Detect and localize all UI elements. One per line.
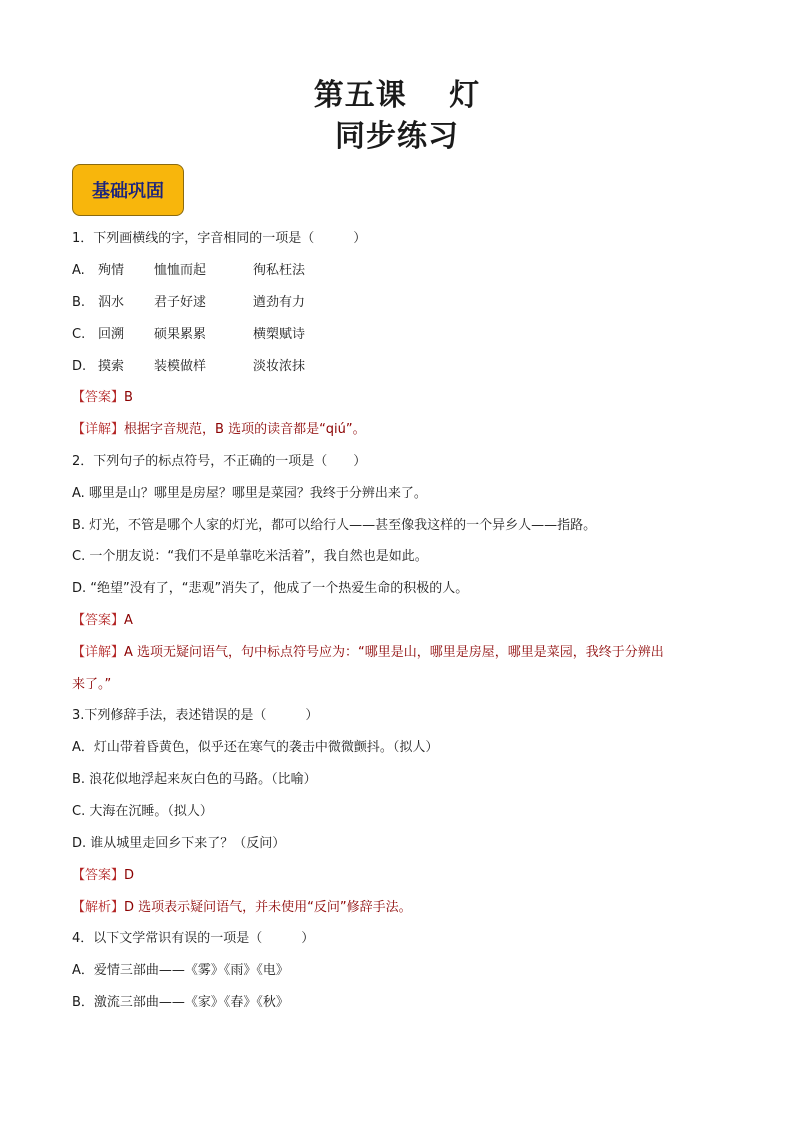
option-word: 遒劲有力 xyxy=(253,295,306,310)
answer-tag: 【答案】 xyxy=(72,868,125,883)
q3-option-c: C. 大海在沉睡。（拟人） xyxy=(72,804,213,819)
q2-detail-continued: 来了。” xyxy=(72,677,112,692)
detail-tag: 【解析】 xyxy=(72,900,125,915)
q1-option-a xyxy=(72,261,305,281)
q4-stem: 4．以下文学常识有误的一项是（ ） xyxy=(72,931,315,946)
answer-value: A xyxy=(124,613,133,628)
detail-text: 根据字音规范，B 选项的读音都是“qiú”。 xyxy=(124,422,366,437)
section-badge: 基础巩固 xyxy=(72,164,184,216)
option-word: 回溯 xyxy=(98,327,125,342)
detail-text: A 选项无疑问语气，句中标点符号应为：“哪里是山，哪里是房屋，哪里是菜园，我终于分辨出 xyxy=(124,645,664,660)
q3-option-a: A．灯山带着昏黄色，似乎还在寒气的袭击中微微颤抖。（拟人） xyxy=(72,740,439,755)
q3-answer xyxy=(72,866,134,886)
q1-detail xyxy=(72,420,366,440)
q2-detail xyxy=(72,643,664,663)
answer-tag: 【答案】 xyxy=(72,613,125,628)
q3-detail xyxy=(72,898,412,918)
q3-option-b: B. 浪花似地浮起来灰白色的马路。（比喻） xyxy=(72,772,317,787)
option-word: 泅水 xyxy=(98,295,125,310)
q4-option-b: B．激流三部曲——《家》《春》《秋》 xyxy=(72,995,289,1010)
q1-option-d xyxy=(72,357,305,377)
q4-option-a: A．爱情三部曲——《雾》《雨》《电》 xyxy=(72,963,289,978)
page-title: 第五课 灯 xyxy=(313,78,481,113)
option-word: 淡妆浓抹 xyxy=(253,359,306,374)
option-word: 横槊赋诗 xyxy=(253,327,306,342)
detail-tag: 【详解】 xyxy=(72,422,125,437)
answer-value: B xyxy=(124,390,133,405)
option-word: 君子好逑 xyxy=(154,295,207,310)
q3-stem: 3.下列修辞手法，表述错误的是（ ） xyxy=(72,708,319,723)
q1-option-b xyxy=(72,293,305,313)
q2-option-a: A. 哪里是山？哪里是房屋？哪里是菜园？我终于分辨出来了。 xyxy=(72,486,427,501)
q2-option-c: C. 一个朋友说：“我们不是单靠吃米活着”，我自然也是如此。 xyxy=(72,549,428,564)
option-word: 装模做样 xyxy=(154,359,207,374)
option-label: D. xyxy=(72,359,87,374)
q2-option-b: B. 灯光，不管是哪个人家的灯光，都可以给行人——甚至像我这样的一个异乡人——指路。 xyxy=(72,518,597,533)
option-word: 恤恤而起 xyxy=(154,263,207,278)
option-word: 徇私枉法 xyxy=(253,263,306,278)
detail-text: D 选项表示疑问语气，并未使用“反问”修辞手法。 xyxy=(124,900,412,915)
option-word: 摸索 xyxy=(98,359,125,374)
q2-option-d: D. “绝望”没有了，“悲观”消失了，他成了一个热爱生命的积极的人。 xyxy=(72,581,469,596)
q1-stem: 1．下列画横线的字，字音相同的一项是（ ） xyxy=(72,231,367,246)
q3-option-d: D. 谁从城里走回乡下来了？（反问） xyxy=(72,836,286,851)
page-subtitle: 同步练习 xyxy=(335,119,459,154)
option-word: 硕果累累 xyxy=(154,327,207,342)
option-word: 殉情 xyxy=(98,263,125,278)
q2-stem: 2．下列句子的标点符号，不正确的一项是（ ） xyxy=(72,454,367,469)
option-label: A. xyxy=(72,263,85,278)
answer-value: D xyxy=(124,868,135,883)
option-label: C. xyxy=(72,327,86,342)
answer-tag: 【答案】 xyxy=(72,390,125,405)
option-label: B. xyxy=(72,295,86,310)
q1-option-c xyxy=(72,325,305,345)
q2-answer xyxy=(72,611,133,631)
detail-tag: 【详解】 xyxy=(72,645,125,660)
q1-answer xyxy=(72,388,133,408)
